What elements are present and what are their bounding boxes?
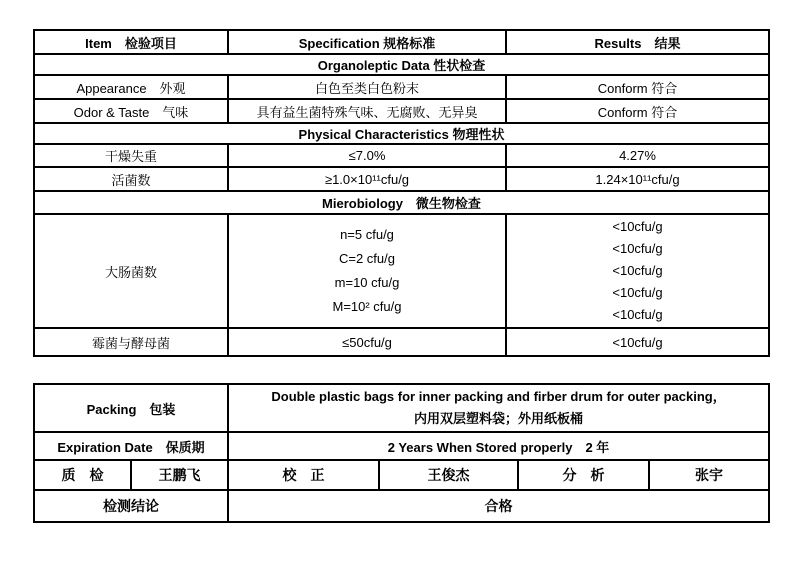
- section-row-physical: [34, 123, 769, 144]
- section-microbiology-label: Mierobiology 微生物检查: [34, 191, 769, 214]
- coliform-result-line: <10cfu/g: [612, 285, 663, 300]
- header-specification: Specification 规格标准: [228, 30, 506, 54]
- packing-value-line2: 内用双层塑料袋；外用纸板桶: [414, 411, 584, 426]
- coliform-result-line: <10cfu/g: [612, 241, 663, 256]
- packing-value: [228, 384, 769, 432]
- conclusion-value: 合格: [228, 490, 769, 522]
- coliform-spec-line: C=2 cfu/g: [338, 251, 395, 266]
- coliform-result-line: <10cfu/g: [612, 219, 663, 234]
- qc-name: 王鹏飞: [131, 460, 228, 490]
- odor-taste-item: Odor & Taste 气味: [34, 99, 228, 123]
- expiration-label: Expiration Date 保质期: [34, 432, 228, 460]
- spec-results-table: [33, 29, 770, 357]
- coliform-result: [506, 214, 769, 328]
- analysis-name: 张宇: [649, 460, 769, 490]
- packing-value-line1: Double plastic bags for inner packing and firber drum for outer packing，: [271, 389, 726, 404]
- coliform-result-line: <10cfu/g: [612, 307, 663, 322]
- coliform-item: 大肠菌数: [34, 214, 228, 328]
- mold-yeast-result: <10cfu/g: [506, 328, 769, 356]
- table-row-loss-on-drying: [34, 144, 769, 167]
- table-row-odor-taste: [34, 99, 769, 123]
- table-header-row: [34, 30, 769, 54]
- table-row-signatures: [34, 460, 769, 490]
- table-row-mold-yeast: [34, 328, 769, 356]
- header-results: Results 结果: [506, 30, 769, 54]
- table-row-appearance: [34, 75, 769, 99]
- conclusion-label: 检测结论: [34, 490, 228, 522]
- loss-on-drying-item: 干燥失重: [34, 144, 228, 167]
- expiration-value: 2 Years When Stored properly 2 年: [228, 432, 769, 460]
- appearance-spec: 白色至类白色粉末: [228, 75, 506, 99]
- odor-taste-spec: 具有益生菌特殊气味、无腐败、无异臭: [228, 99, 506, 123]
- table-row-expiration: [34, 432, 769, 460]
- packing-label: Packing 包装: [34, 384, 228, 432]
- coliform-spec-line: n=5 cfu/g: [340, 227, 394, 242]
- viable-count-item: 活菌数: [34, 167, 228, 191]
- proofread-label: 校 正: [228, 460, 379, 490]
- section-physical-label: Physical Characteristics 物理性状: [34, 123, 769, 144]
- table-row-coliform: [34, 214, 769, 328]
- mold-yeast-spec: ≤50cfu/g: [228, 328, 506, 356]
- table-row-packing: [34, 384, 769, 432]
- appearance-result: Conform 符合: [506, 75, 769, 99]
- viable-count-result: 1.24×10¹¹cfu/g: [506, 167, 769, 191]
- coliform-spec-line: M=10² cfu/g: [332, 299, 402, 314]
- loss-on-drying-result: 4.27%: [506, 144, 769, 167]
- analysis-label: 分 析: [518, 460, 649, 490]
- coliform-result-line: <10cfu/g: [612, 263, 663, 278]
- odor-taste-result: Conform 符合: [506, 99, 769, 123]
- viable-count-spec: ≥1.0×10¹¹cfu/g: [228, 167, 506, 191]
- section-row-microbiology: [34, 191, 769, 214]
- appearance-item: Appearance 外观: [34, 75, 228, 99]
- mold-yeast-item: 霉菌与酵母菌: [34, 328, 228, 356]
- table-row-conclusion: [34, 490, 769, 522]
- proofread-name: 王俊杰: [379, 460, 518, 490]
- section-organoleptic-label: Organoleptic Data 性状检查: [34, 54, 769, 75]
- header-item: Item 检验项目: [34, 30, 228, 54]
- table-row-viable-count: [34, 167, 769, 191]
- qc-label: 质 检: [34, 460, 131, 490]
- section-row-organoleptic: [34, 54, 769, 75]
- loss-on-drying-spec: ≤7.0%: [228, 144, 506, 167]
- coliform-spec: [228, 214, 506, 328]
- info-signature-table: [33, 383, 770, 523]
- coliform-spec-line: m=10 cfu/g: [334, 275, 400, 290]
